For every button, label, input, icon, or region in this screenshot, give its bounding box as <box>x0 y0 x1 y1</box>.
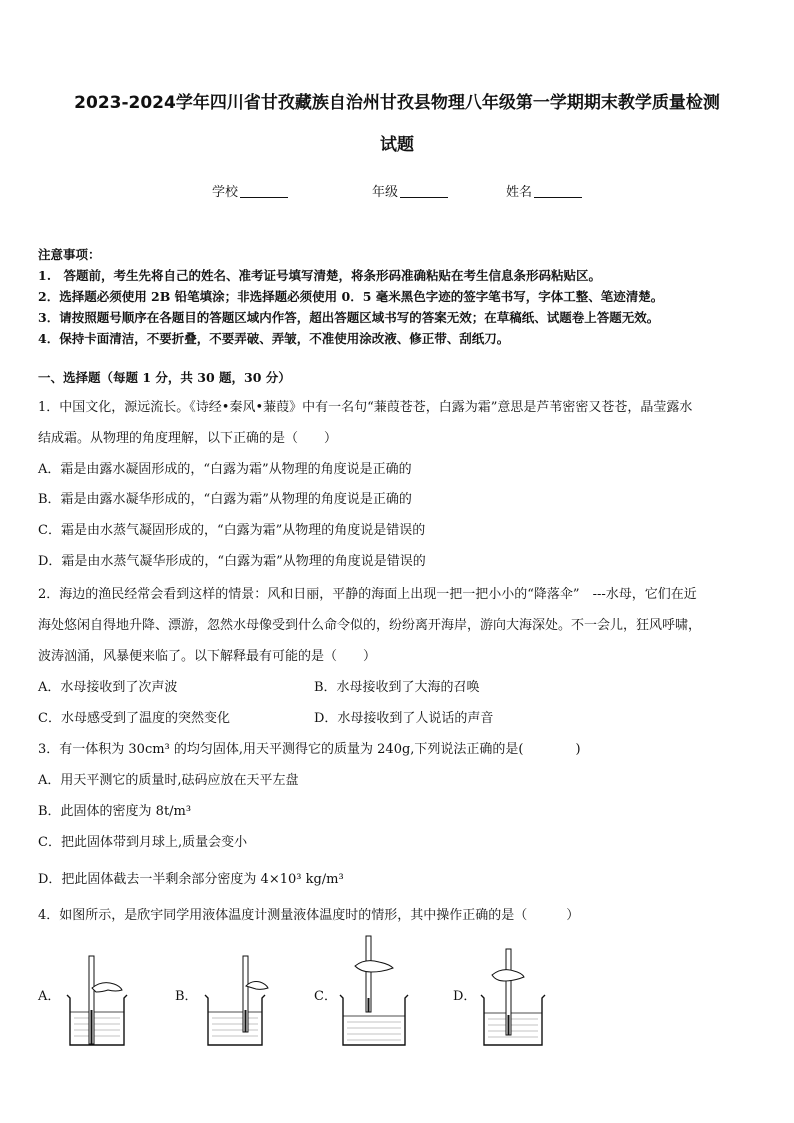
q2-option-d: D．水母接收到了人说话的声音 <box>314 711 494 726</box>
q1-stem-line2: 结成霜。从物理的角度理解，以下正确的是（ ） <box>38 431 338 446</box>
q2-option-c: C．水母感受到了温度的突然变化 <box>38 711 230 726</box>
q2-option-a: A．水母接收到了次声波 <box>38 680 178 695</box>
school-blank <box>240 185 288 198</box>
q2-stem-line2: 海处悠闲自得地升降、漂游，忽然水母像受到什么命令似的，纷纷离开海岸，游向大海深处。不一会儿，狂风呼啸， <box>38 618 702 633</box>
name-blank <box>534 185 582 198</box>
beaker-figure-a <box>62 950 132 1050</box>
q4-label-b: B． <box>175 989 198 1004</box>
q3-option-a: A．用天平测它的质量时,砝码应放在天平左盘 <box>38 773 299 788</box>
q1-stem-line1: 1．中国文化，源远流长。《诗经•秦风•蒹葭》中有一名句“蒹葭苍苍，白露为霜”意思是芦苇密密又苍苍，晶莹露水 <box>38 400 693 415</box>
q1-option-d: D．霜是由水蒸气凝华形成的，“白露为霜”从物理的角度说是错误的 <box>38 554 426 569</box>
notes-heading: 注意事项： <box>38 247 101 262</box>
q2-stem-line3: 波涛汹涌，风暴便来临了。以下解释最有可能的是（ ） <box>38 649 377 664</box>
note-item: 2．选择题必须使用 2B 铅笔填涂；非选择题必须使用 0．5 毫米黑色字迹的签字笔书写，字体工整、笔迹清楚。 <box>38 289 664 304</box>
section-heading: 一、选择题（每题 1 分，共 30 题，30 分） <box>38 370 291 385</box>
note-item: 4．保持卡面清洁，不要折叠，不要弄破、弄皱，不准使用涂改液、修正带、刮纸刀。 <box>38 331 510 346</box>
name-field <box>506 181 582 200</box>
q4-label-d: D． <box>453 989 477 1004</box>
grade-label: 年级 <box>372 185 399 200</box>
beaker-figure-b <box>200 950 270 1050</box>
page-title: 2023-2024学年四川省甘孜藏族自治州甘孜县物理八年级第一学期期末教学质量检测 <box>74 93 720 113</box>
note-item: 1. 答题前，考生先将自己的姓名、准考证号填写清楚，将条形码准确粘贴在考生信息条形码粘贴区。 <box>38 268 602 283</box>
q4-label-a: A． <box>38 989 61 1004</box>
beaker-figure-d <box>476 945 552 1050</box>
q1-option-a: A．霜是由露水凝固形成的，“白露为霜”从物理的角度说是正确的 <box>38 462 412 477</box>
grade-field <box>372 181 448 200</box>
grade-blank <box>400 185 448 198</box>
notes-block <box>38 244 663 349</box>
beaker-figure-c <box>335 932 415 1050</box>
q3-stem: 3．有一体积为 30cm³ 的均匀固体,用天平测得它的质量为 240g,下列说法正确的是( ) <box>38 742 581 757</box>
note-item: 3．请按照题号顺序在各题目的答题区域内作答，超出答题区域书写的答案无效；在草稿纸、试题卷上答题无效。 <box>38 310 660 325</box>
q1-option-b: B．霜是由露水凝华形成的，“白露为霜”从物理的角度说是正确的 <box>38 492 412 507</box>
page-title-line2: 试题 <box>380 135 414 155</box>
q3-option-d: D．把此固体截去一半剩余部分密度为 4×10³ kg/m³ <box>38 872 344 887</box>
q4-stem: 4．如图所示，是欣宇同学用液体温度计测量液体温度时的情形，其中操作正确的是（ ） <box>38 908 580 923</box>
q2-stem-line1: 2．海边的渔民经常会看到这样的情景：风和日丽，平静的海面上出现一把一把小小的“降落伞” ---水母，它们在近 <box>38 587 697 602</box>
q3-option-b: B．此固体的密度为 8t/m³ <box>38 804 192 819</box>
name-label: 姓名 <box>506 185 533 200</box>
q3-option-c: C．把此固体带到月球上,质量会变小 <box>38 835 248 850</box>
q1-option-c: C．霜是由水蒸气凝固形成的，“白露为霜”从物理的角度说是错误的 <box>38 523 426 538</box>
school-field <box>212 181 288 200</box>
school-label: 学校 <box>212 185 239 200</box>
q2-option-b: B．水母接收到了大海的召唤 <box>314 680 480 695</box>
q4-label-c: C． <box>314 989 337 1004</box>
